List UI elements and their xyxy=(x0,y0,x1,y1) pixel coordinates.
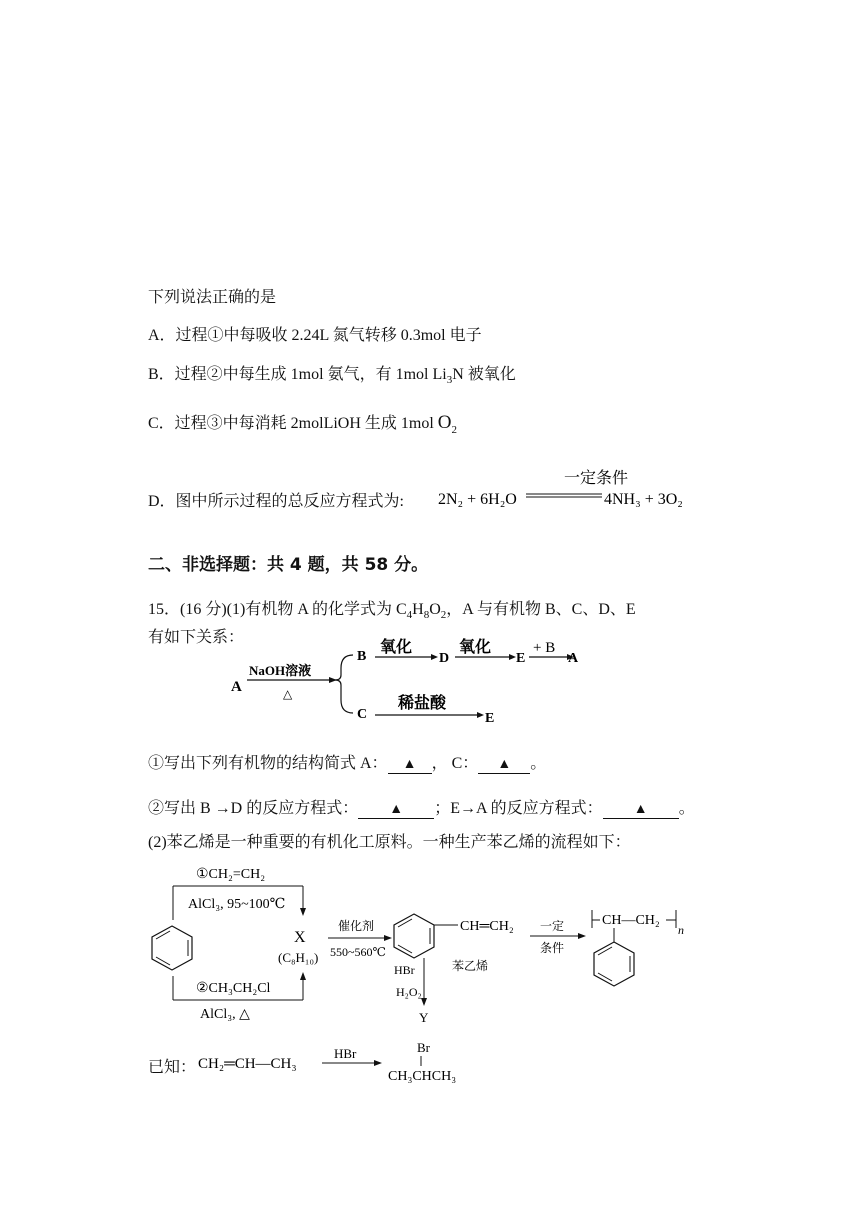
svg-text:CH═CH₂: CH═CH₂ xyxy=(460,919,514,934)
known-br: Br xyxy=(417,1040,430,1055)
scheme1-naoh: NaOH溶液 xyxy=(249,663,312,678)
answer-blank-a[interactable]: ▲ xyxy=(388,755,432,774)
scheme1-e1: E xyxy=(516,651,526,666)
known-reaction xyxy=(198,1036,488,1086)
scheme2-cond-bottom: 条件 xyxy=(540,941,565,955)
section-heading: 二、非选择题：共 4 题，共 58 分。 xyxy=(148,555,429,575)
scheme2-catalyst: 催化剂 xyxy=(338,919,375,933)
scheme1-c: C xyxy=(357,707,368,722)
question-stem: 下列说法正确的是 xyxy=(148,289,277,306)
equation-condition: 一定条件 xyxy=(564,470,629,487)
reaction-scheme-2 xyxy=(140,858,700,1026)
scheme1-plus-b: + B xyxy=(533,640,556,656)
option-d-text: D．图中所示过程的总反应方程式为: xyxy=(148,493,405,510)
polystyrene-structure xyxy=(592,910,684,986)
option-d xyxy=(148,488,404,511)
scheme2-temp: 550~560℃ xyxy=(330,945,386,959)
reaction-scheme-1 xyxy=(225,632,605,732)
option-c-text: C．过程③中每消耗 2molLiOH 生成 1mol xyxy=(148,415,434,432)
scheme2-cond-top: 一定 xyxy=(540,919,565,933)
styrene-label: 苯乙烯 xyxy=(452,959,489,973)
scheme1-brace xyxy=(335,655,353,713)
scheme2-x-formula: (C₈H₁₀) xyxy=(278,950,319,965)
option-b-sub: 3 xyxy=(446,374,453,387)
benzene-ring xyxy=(152,926,192,970)
scheme1-a2: A xyxy=(568,651,579,666)
option-c-o2: $O_2$ xyxy=(437,412,458,436)
q15-intro-line1: 15．(16 分)(1)有机物 A 的化学式为 $C_4H_8O_2$，A 与有机物 B、C、D、E xyxy=(148,601,636,622)
answer-blank-e-to-a[interactable]: ▲ xyxy=(603,800,679,819)
option-d-equation xyxy=(436,466,706,516)
scheme1-d: D xyxy=(439,651,450,666)
scheme1-ox1: 氧化 xyxy=(380,639,413,656)
scheme2-cat-1: AlCl₃, 95~100℃ xyxy=(188,897,286,912)
option-b-text: B．过程②中每生成 1mol 氨气，有 1mol Li xyxy=(148,366,447,383)
scheme2-hbr: HBr xyxy=(394,963,415,977)
svg-text:n: n xyxy=(678,923,684,937)
option-c xyxy=(148,410,457,436)
equation-right: 4NH₃ + 3O₂ xyxy=(604,491,683,508)
equation-left: 2N₂ + 6H₂O xyxy=(438,491,517,508)
known-reactant: CH₂═CH—CH₃ xyxy=(198,1056,297,1072)
scheme2-h2o2: H₂O₂ xyxy=(396,985,422,999)
scheme1-a: A xyxy=(231,679,242,695)
option-a: A．过程①中每吸收 2.24L 氮气转移 0.3mol 电子 xyxy=(148,327,482,344)
known-reagent: HBr xyxy=(334,1046,357,1061)
option-b xyxy=(148,361,516,386)
answer-blank-c[interactable]: ▲ xyxy=(478,755,530,774)
scheme1-acid: 稀盐酸 xyxy=(398,695,447,712)
scheme2-x: X xyxy=(294,929,306,946)
scheme2-y: Y xyxy=(419,1010,429,1025)
option-b-tail: N 被氧化 xyxy=(452,366,516,383)
q15-sub1: ①写出下列有机物的结构简式 A： ▲ ， C： ▲ 。 xyxy=(148,755,547,772)
styrene-structure xyxy=(394,914,514,958)
scheme1-b: B xyxy=(357,649,367,664)
scheme1-heat: △ xyxy=(283,687,293,701)
known-product: CH₃CHCH₃ xyxy=(388,1069,457,1084)
scheme2-reagent-1: ①CH₂=CH₂ xyxy=(196,867,266,882)
known-label: 已知： xyxy=(148,1059,197,1076)
q15-intro-line2: 有如下关系： xyxy=(148,629,245,646)
scheme1-e2: E xyxy=(485,711,495,726)
answer-blank-b-to-d[interactable]: ▲ xyxy=(358,800,434,819)
scheme1-ox2: 氧化 xyxy=(459,639,492,656)
scheme2-cat-2: AlCl₃, △ xyxy=(200,1007,250,1022)
scheme2-reagent-2: ②CH₃CH₂Cl xyxy=(196,981,271,996)
q15-sub2: ②写出 B →D 的反应方程式： ▲ ；E→A 的反应方程式： ▲ 。 xyxy=(148,800,695,817)
svg-text:CH—CH₂: CH—CH₂ xyxy=(602,913,660,928)
q15-part2: (2)苯乙烯是一种重要的有机化工原料。一种生产苯乙烯的流程如下： xyxy=(148,834,631,851)
